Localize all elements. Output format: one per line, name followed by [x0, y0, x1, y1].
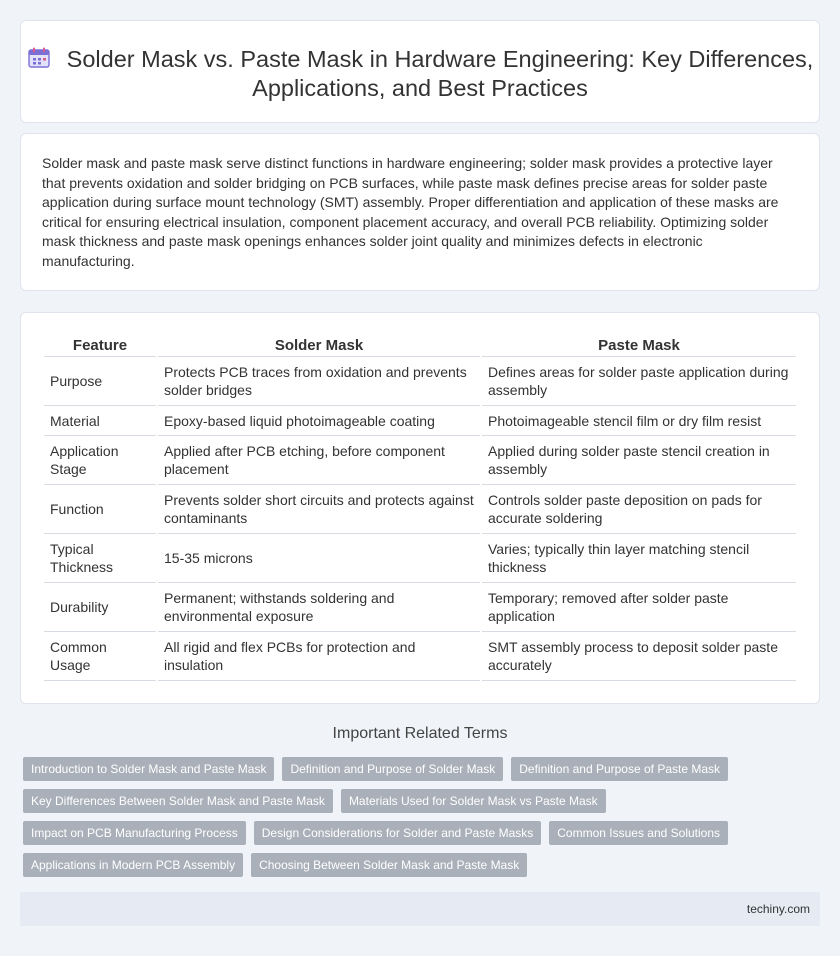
- feature-cell: Material: [44, 406, 156, 436]
- table-row: [44, 632, 796, 681]
- solder-mask-cell: Protects PCB traces from oxidation and prevents solder bridges: [158, 357, 480, 406]
- related-term-tag[interactable]: Design Considerations for Solder and Paste Masks: [254, 821, 541, 845]
- solder-mask-cell: 15-35 microns: [158, 534, 480, 583]
- solder-mask-cell: Epoxy-based liquid photoimageable coating: [158, 406, 480, 436]
- related-term-tag[interactable]: Materials Used for Solder Mask vs Paste Mask: [341, 789, 606, 813]
- feature-cell: Durability: [44, 583, 156, 632]
- calendar-icon: [27, 47, 53, 69]
- footer-bar: [20, 892, 820, 926]
- comparison-table-card: [20, 312, 820, 704]
- related-term-tag[interactable]: Choosing Between Solder Mask and Paste Mask: [251, 853, 527, 877]
- table-header-row: [44, 333, 796, 357]
- page-title-wrap: [21, 45, 819, 103]
- related-term-tag[interactable]: Key Differences Between Solder Mask and Paste Mask: [23, 789, 333, 813]
- column-header-feature: Feature: [44, 333, 156, 357]
- title-card: [20, 20, 820, 123]
- paste-mask-cell: Defines areas for solder paste application during assembly: [482, 357, 796, 406]
- table-row: [44, 357, 796, 406]
- feature-cell: Purpose: [44, 357, 156, 406]
- table-row: [44, 534, 796, 583]
- table-row: [44, 436, 796, 485]
- table-row: [44, 583, 796, 632]
- related-terms-heading: Important Related Terms: [332, 725, 508, 742]
- related-term-tag[interactable]: Impact on PCB Manufacturing Process: [23, 821, 246, 845]
- table-row: [44, 406, 796, 436]
- solder-mask-cell: Prevents solder short circuits and protects against contaminants: [158, 485, 480, 534]
- related-terms-list: [23, 757, 813, 885]
- solder-mask-cell: Applied after PCB etching, before component placement: [158, 436, 480, 485]
- related-term-tag[interactable]: Applications in Modern PCB Assembly: [23, 853, 243, 877]
- feature-cell: Function: [44, 485, 156, 534]
- paste-mask-cell: Temporary; removed after solder paste application: [482, 583, 796, 632]
- paste-mask-cell: SMT assembly process to deposit solder paste accurately: [482, 632, 796, 681]
- paste-mask-cell: Applied during solder paste stencil creation in assembly: [482, 436, 796, 485]
- intro-paragraph: Solder mask and paste mask serve distinct functions in hardware engineering; solder mask provides a protective layer that prevents oxidation and solder bridging on PCB surfaces, while paste mask defines precise areas for solder paste application during surface mount technology (SMT) assembly. Proper differentiation and application of these masks are critical for ensuring electrical insulation, component placement accuracy, and overall PCB reliability. Optimizing solder mask thickness and paste mask openings enhances solder joint quality and minimizes defects in electronic manufacturing.: [42, 155, 779, 269]
- feature-cell: Application Stage: [44, 436, 156, 485]
- column-header-solder-mask: Solder Mask: [158, 333, 480, 357]
- feature-cell: Typical Thickness: [44, 534, 156, 583]
- paste-mask-cell: Controls solder paste deposition on pads for accurate soldering: [482, 485, 796, 534]
- related-term-tag[interactable]: Introduction to Solder Mask and Paste Mask: [23, 757, 274, 781]
- intro-card: [20, 133, 820, 291]
- paste-mask-cell: Photoimageable stencil film or dry film resist: [482, 406, 796, 436]
- page-title: Solder Mask vs. Paste Mask in Hardware Engineering: Key Differences, Applications, and Best Practices: [66, 46, 814, 101]
- paste-mask-cell: Varies; typically thin layer matching stencil thickness: [482, 534, 796, 583]
- related-term-tag[interactable]: Definition and Purpose of Solder Mask: [282, 757, 503, 781]
- related-term-tag[interactable]: Definition and Purpose of Paste Mask: [511, 757, 728, 781]
- column-header-paste-mask: Paste Mask: [482, 333, 796, 357]
- feature-cell: Common Usage: [44, 632, 156, 681]
- footer-site-link[interactable]: techiny.com: [746, 902, 810, 916]
- comparison-table: [42, 333, 798, 681]
- related-term-tag[interactable]: Common Issues and Solutions: [549, 821, 728, 845]
- solder-mask-cell: Permanent; withstands soldering and environmental exposure: [158, 583, 480, 632]
- solder-mask-cell: All rigid and flex PCBs for protection and insulation: [158, 632, 480, 681]
- table-row: [44, 485, 796, 534]
